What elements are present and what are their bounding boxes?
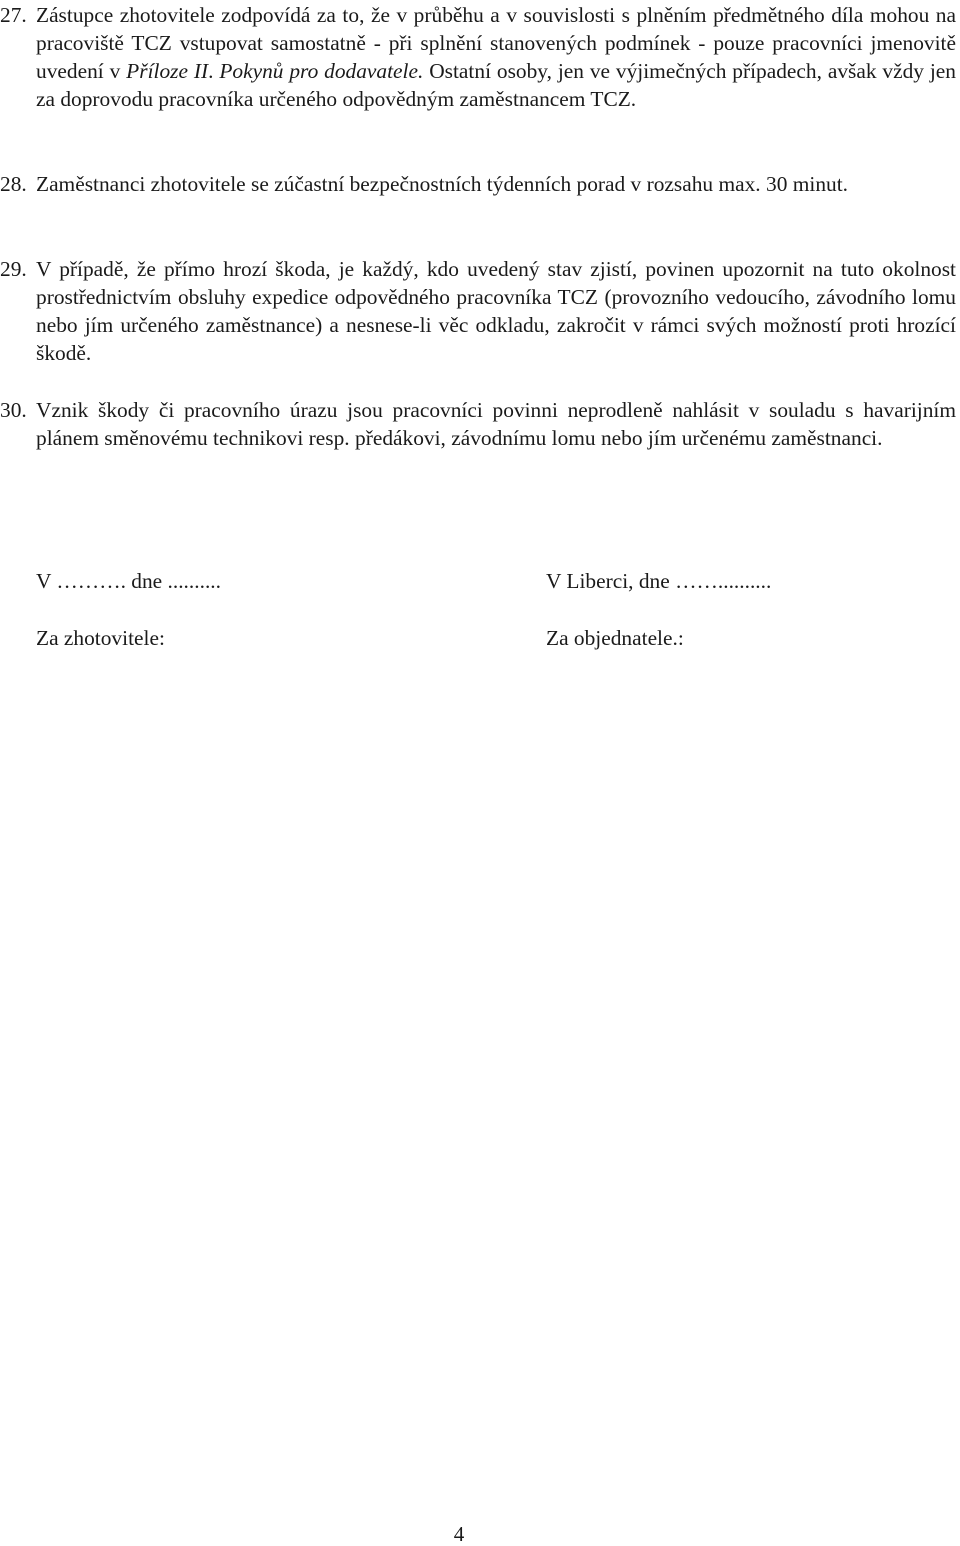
clause-number: 27. — [0, 3, 27, 27]
clause-text: Zaměstnanci zhotovitele se zúčastní bezpečnostních týdenních porad v rozsahu max. 30 minut. — [36, 172, 848, 196]
guideline-reference: Pokynů pro dodavatele. — [219, 59, 424, 83]
contractor-signature-label: Za zhotovitele: — [36, 626, 165, 650]
clause-28 — [0, 170, 956, 198]
clause-text: Vznik škody či pracovního úrazu jsou pracovníci povinni neprodleně nahlásit v souladu s havarijním plánem směnovému technikovi resp. předákovi, závodnímu lomu nebo jím určenému zaměstnanci. — [36, 398, 956, 450]
annex-reference: Příloze II — [126, 59, 209, 83]
clause-number: 29. — [0, 257, 27, 281]
contractor-place-date: V ………. dne .......... — [36, 569, 221, 593]
client-place-date: V Liberci, dne …….......... — [546, 569, 772, 593]
clause-29 — [0, 255, 956, 367]
clause-text-part: . — [208, 59, 220, 83]
page-number: 4 — [453, 1522, 465, 1546]
client-signature-label: Za objednatele.: — [546, 626, 684, 650]
clause-27 — [0, 1, 956, 113]
clause-text-part: Ostatní osoby, jen ve výjimečných případech, avšak vždy jen za doprovodu pracovníka určeného odpovědným zaměstnancem TCZ. — [36, 59, 956, 111]
clause-text — [36, 1, 956, 113]
clause-30 — [0, 396, 956, 452]
clause-text: V případě, že přímo hrozí škoda, je každý, kdo uvedený stav zjistí, povinen upozornit na tuto okolnost prostřednictvím obsluhy expedice odpovědného pracovníka TCZ (provozního vedoucího, závodního lomu nebo jím určeného zaměstnance) a nesnese-li věc odkladu, zakročit v rámci svých možností proti hrozící škodě. — [36, 257, 956, 365]
clause-text-part: Zástupce zhotovitele zodpovídá za to, že v průběhu a v souvislosti s plněním předmětného díla mohou na pracoviště TCZ vstupovat samostatně - při splnění stanovených podmínek - pouze pracovníci jmenovitě uvedení v — [36, 3, 956, 83]
clause-number: 30. — [0, 398, 27, 422]
clause-number: 28. — [0, 172, 27, 196]
